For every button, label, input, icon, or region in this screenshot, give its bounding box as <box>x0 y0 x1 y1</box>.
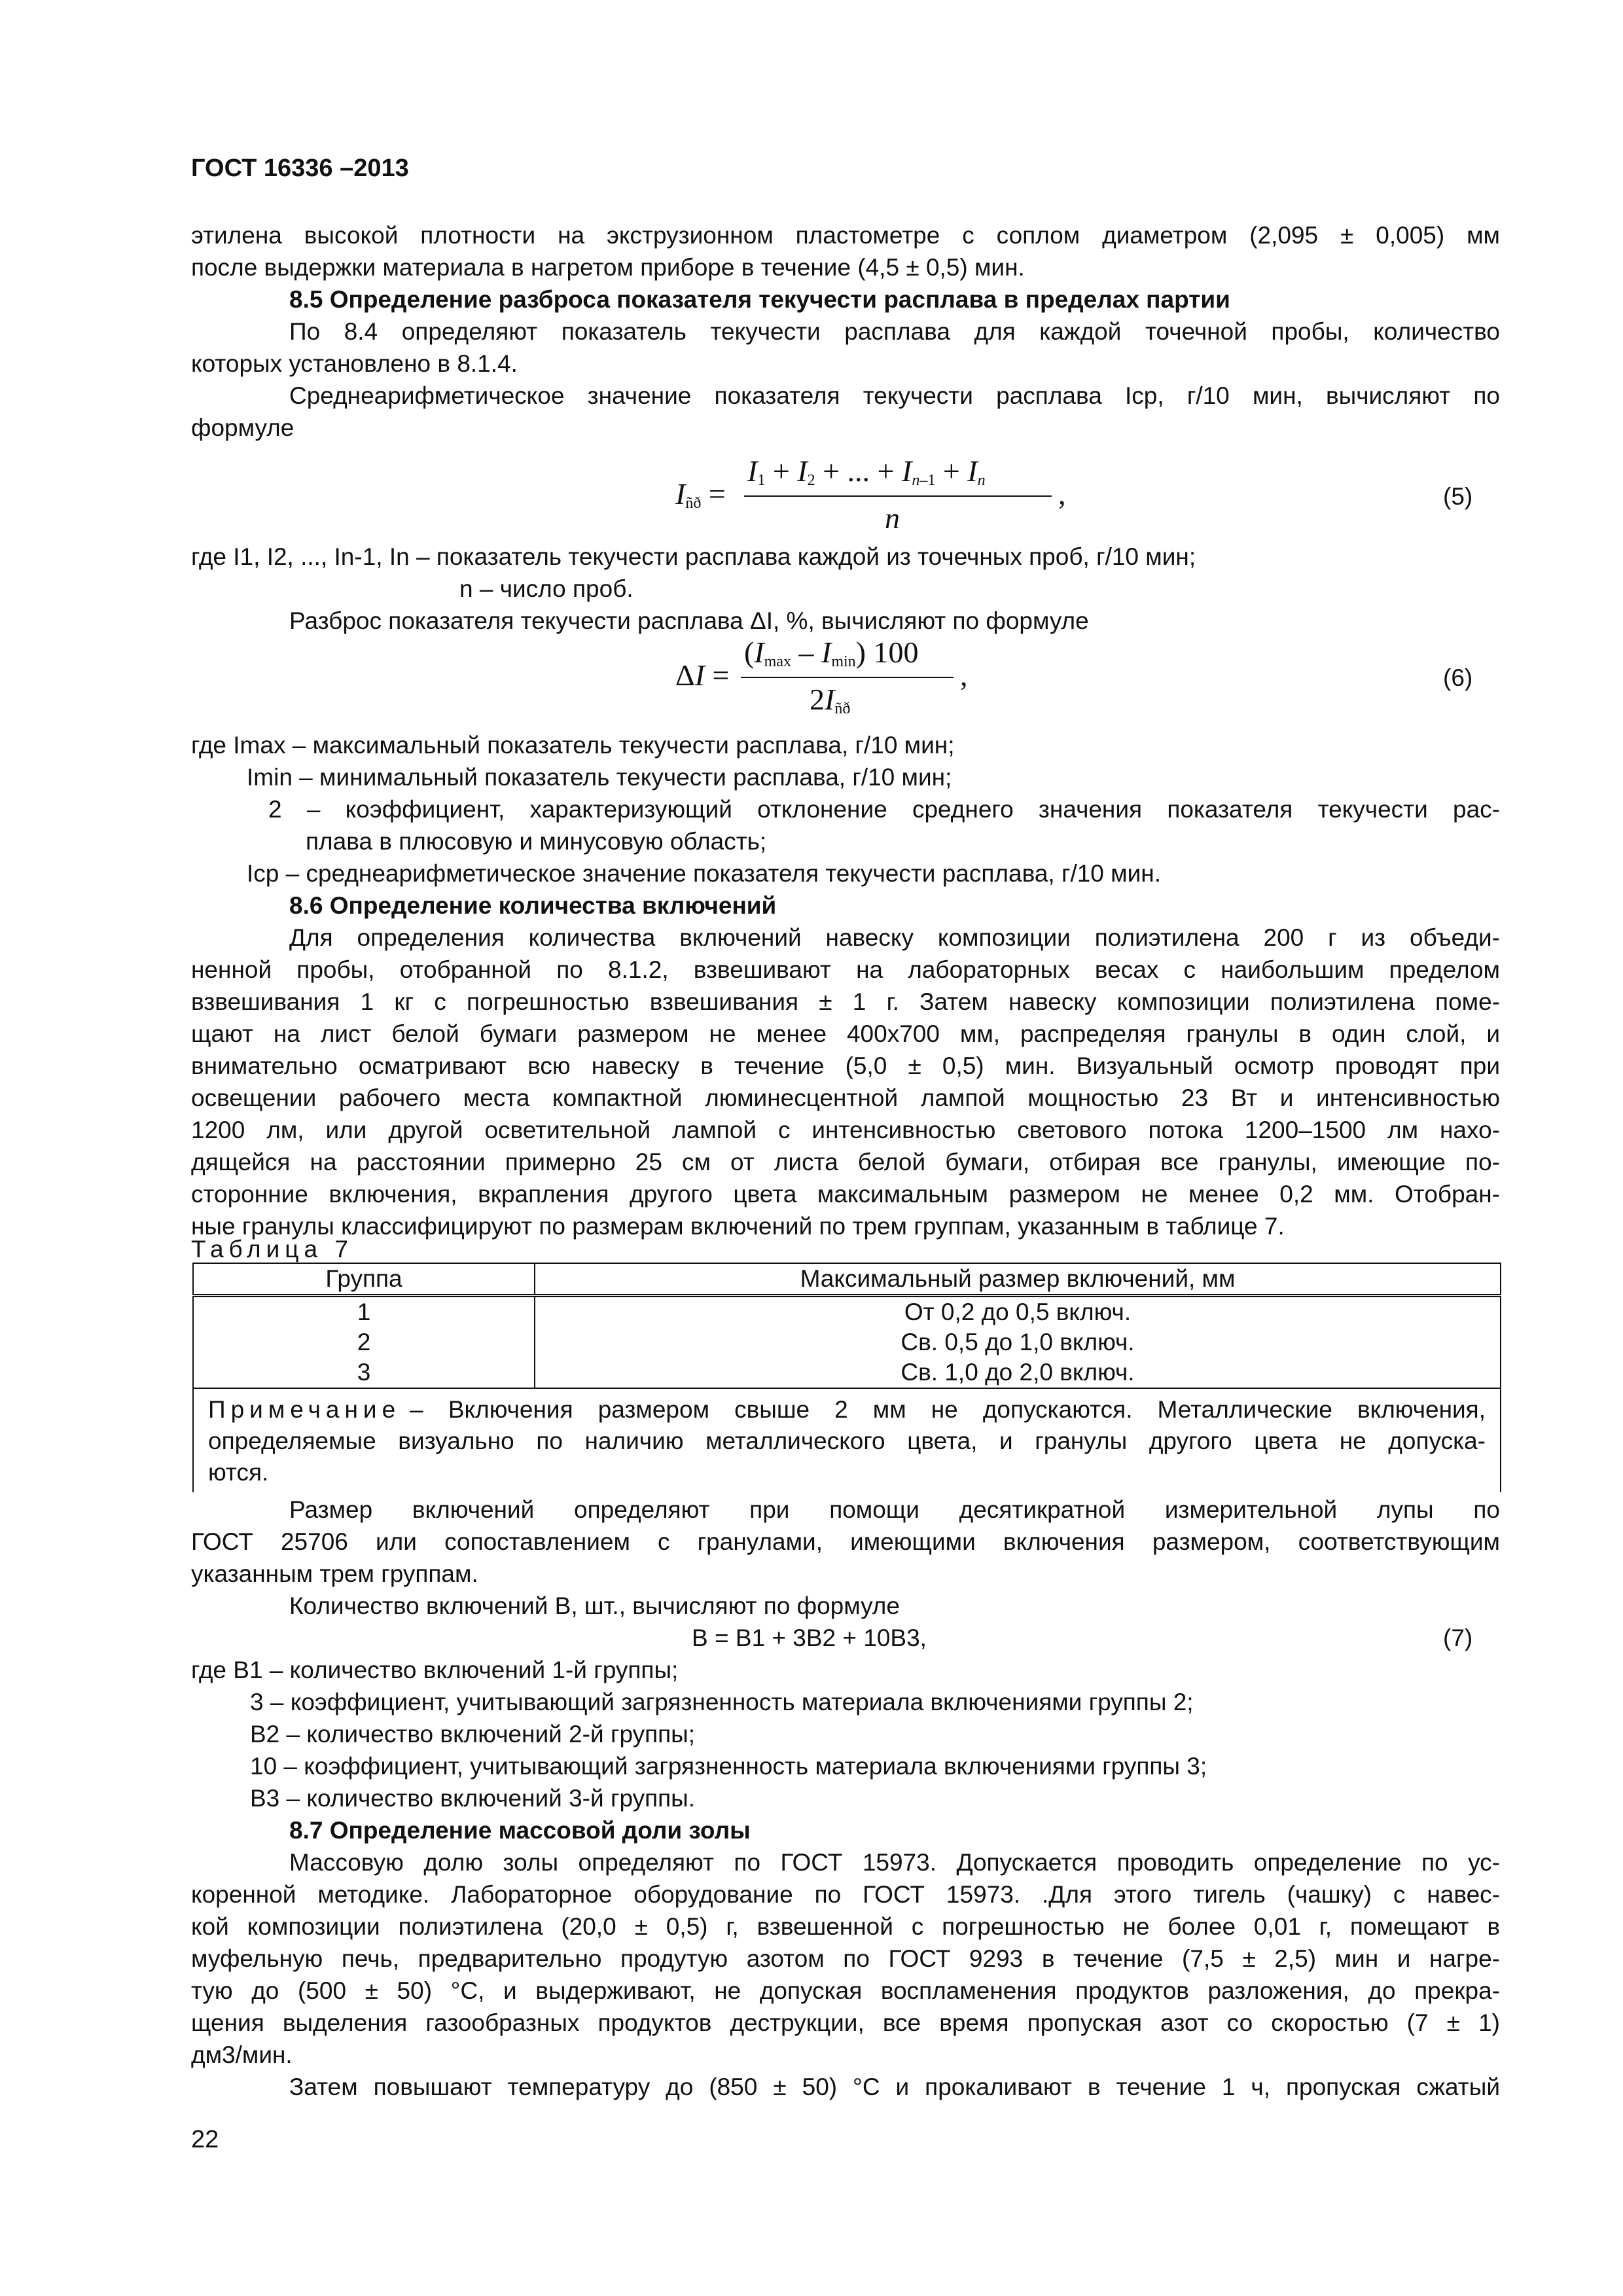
where-line: Iср – среднеарифметическое значение показателя текучести расплава, г/10 мин. <box>247 860 1161 887</box>
paragraph-line: внимательно осматривают всю навеску в течение (5,0 ± 0,5) мин. Визуальный осмотр проводят при <box>191 1052 1500 1079</box>
table-note <box>193 1388 1501 1492</box>
where-line: Imin – минимальный показатель текучести расплава, г/10 мин; <box>247 764 952 791</box>
equation-number: (6) <box>1443 664 1473 691</box>
paragraph-line: коренной методике. Лабораторное оборудование по ГОСТ 15973. .Для этого тигель (чашку) с навес- <box>191 1881 1500 1908</box>
paragraph-line: щают на лист белой бумаги размером не менее 400х700 мм, распределяя гранулы в один слой, и <box>191 1020 1500 1047</box>
equation-number: (7) <box>1443 1624 1473 1651</box>
paragraph-line: дящейся на расстоянии примерно 25 см от листа белой бумаги, отбирая все гранулы, имеющие по- <box>191 1149 1500 1175</box>
where-line: плава в плюсовую и минусовую область; <box>306 828 767 855</box>
paragraph-line: освещении рабочего места компактной люминесцентной лампой мощностью 23 Вт и интенсивностью <box>191 1085 1500 1111</box>
section-heading-8-6: 8.6 Определение количества включений <box>289 892 777 919</box>
paragraph-line: Для определения количества включений навеску композиции полиэтилена 200 г из объеди- <box>289 924 1500 951</box>
table-header-cell: Максимальный размер включений, мм <box>800 1265 1236 1292</box>
section-heading-8-5: 8.5 Определение разброса показателя текучести расплава в пределах партии <box>289 286 1230 313</box>
where-line: 3 – коэффициент, учитывающий загрязненность материала включениями группы 2; <box>250 1689 1194 1715</box>
table-row <box>193 1327 1501 1357</box>
paragraph-line: ные гранулы классифицируют по размерам включений по трем группам, указанным в таблице 7. <box>191 1213 1285 1240</box>
where-line: 10 – коэффициент, учитывающий загрязненность материала включениями группы 3; <box>250 1753 1207 1780</box>
paragraph-line: кой композиции полиэтилена (20,0 ± 0,5) г, взвешенной с погрешностью не более 0,01 г, помещают в <box>191 1913 1500 1940</box>
paragraph-line: муфельную печь, предварительно продутую азотом по ГОСТ 9293 в течение (7,5 ± 2,5) мин и нагре- <box>191 1945 1500 1972</box>
table-caption: Таблица 7 <box>191 1236 353 1263</box>
paragraph-line: 1200 лм, или другой осветительной лампой с интенсивностью светового потока 1200–1500 лм нахо- <box>191 1117 1500 1143</box>
paragraph-line: дм3/мин. <box>191 2041 293 2068</box>
paragraph-line: щения выделения газообразных продуктов деструкции, все время пропуская азот со скоростью (7 ± 1) <box>191 2009 1500 2036</box>
paragraph-line: Размер включений определяют при помощи десятикратной измерительной лупы по <box>289 1496 1500 1523</box>
note-line: – Включения размером свыше 2 мм не допускаются. Металлические включения, <box>410 1396 1486 1423</box>
where-line: где В1 – количество включений 1-й группы; <box>191 1657 679 1683</box>
paragraph-line: Массовую долю золы определяют по ГОСТ 15973. Допускается проводить определение по ус- <box>289 1849 1500 1876</box>
paragraph-line: сторонние включения, вкрапления другого цвета максимальным размером не менее 0,2 мм. Отобран- <box>191 1181 1500 1208</box>
note-line: ются. <box>208 1459 269 1486</box>
note-line: определяемые визуально по наличию металлического цвета, и гранулы другого цвета не допуска- <box>208 1427 1486 1454</box>
document-header: ГОСТ 16336 –2013 <box>191 154 409 182</box>
table-note-row <box>193 1388 1501 1492</box>
page-number: 22 <box>191 2126 219 2153</box>
table-cell: 2 <box>193 1327 535 1357</box>
table-cell: 1 <box>193 1296 535 1328</box>
table-cell: От 0,2 до 0,5 включ. <box>904 1299 1132 1325</box>
paragraph-line: которых установлено в 8.1.4. <box>191 350 518 377</box>
paragraph-line: ГОСТ 25706 или сопоставлением с гранулами, имеющими включения размером, соответствующим <box>191 1528 1500 1555</box>
paragraph-line: Разброс показателя текучести расплава ΔI, %, вычисляют по формуле <box>289 607 1089 634</box>
paragraph-line: указанным трем группам. <box>191 1560 478 1587</box>
paragraph-line: этилена высокой плотности на экструзионном пластометре с соплом диаметром (2,095 ± 0,005) мм <box>191 222 1500 249</box>
paragraph-line: формуле <box>191 414 294 441</box>
where-line: где I1, I2, ..., In-1, In – показатель текучести расплава каждой из точечных проб, г/10 мин; <box>191 543 1196 570</box>
table-7 <box>192 1263 1501 1492</box>
table-row <box>193 1357 1501 1388</box>
table-header-cell: Группа <box>193 1263 535 1296</box>
equation-number: (5) <box>1443 483 1473 510</box>
formula-7: В = В1 + 3В2 + 10В3, <box>692 1624 927 1651</box>
paragraph-line: после выдержки материала в нагретом приборе в течение (4,5 ± 0,5) мин. <box>191 254 1025 281</box>
where-line: n – число проб. <box>459 575 633 602</box>
paragraph-line: Затем повышают температуру до (850 ± 50) °С и прокаливают в течение 1 ч, пропуская сжатый <box>289 2073 1500 2100</box>
paragraph-line: взвешивания 1 кг с погрешностью взвешивания ± 1 г. Затем навеску композиции полиэтилена поме- <box>191 988 1500 1015</box>
paragraph-line: ненной пробы, отобранной по 8.1.2, взвешивают на лабораторных весах с наибольшим пределом <box>191 956 1500 983</box>
table-row <box>193 1296 1501 1328</box>
paragraph-line: По 8.4 определяют показатель текучести расплава для каждой точечной пробы, количество <box>289 318 1500 345</box>
where-line: В3 – количество включений 3-й группы. <box>250 1785 696 1812</box>
where-line: 2 – коэффициент, характеризующий отклонение среднего значения показателя текучести рас- <box>268 796 1500 823</box>
where-line: В2 – количество включений 2-й группы; <box>250 1721 696 1748</box>
paragraph-line: Среднеарифметическое значение показателя текучести расплава Iср, г/10 мин, вычисляют по <box>289 382 1500 409</box>
paragraph-line: тую до (500 ± 50) °С, и выдерживают, не допуская воспламенения продуктов разложения, до прекра- <box>191 1977 1500 2004</box>
table-cell: 3 <box>193 1357 535 1388</box>
where-line: где Imax – максимальный показатель текучести расплава, г/10 мин; <box>191 732 955 759</box>
note-label: Примечание <box>208 1396 401 1423</box>
table-cell: Св. 1,0 до 2,0 включ. <box>901 1359 1135 1386</box>
section-heading-8-7: 8.7 Определение массовой доли золы <box>289 1817 751 1844</box>
table-header-row <box>193 1263 1501 1296</box>
table-cell: Св. 0,5 до 1,0 включ. <box>901 1329 1135 1355</box>
paragraph-line: Количество включений В, шт., вычисляют по формуле <box>289 1592 900 1619</box>
